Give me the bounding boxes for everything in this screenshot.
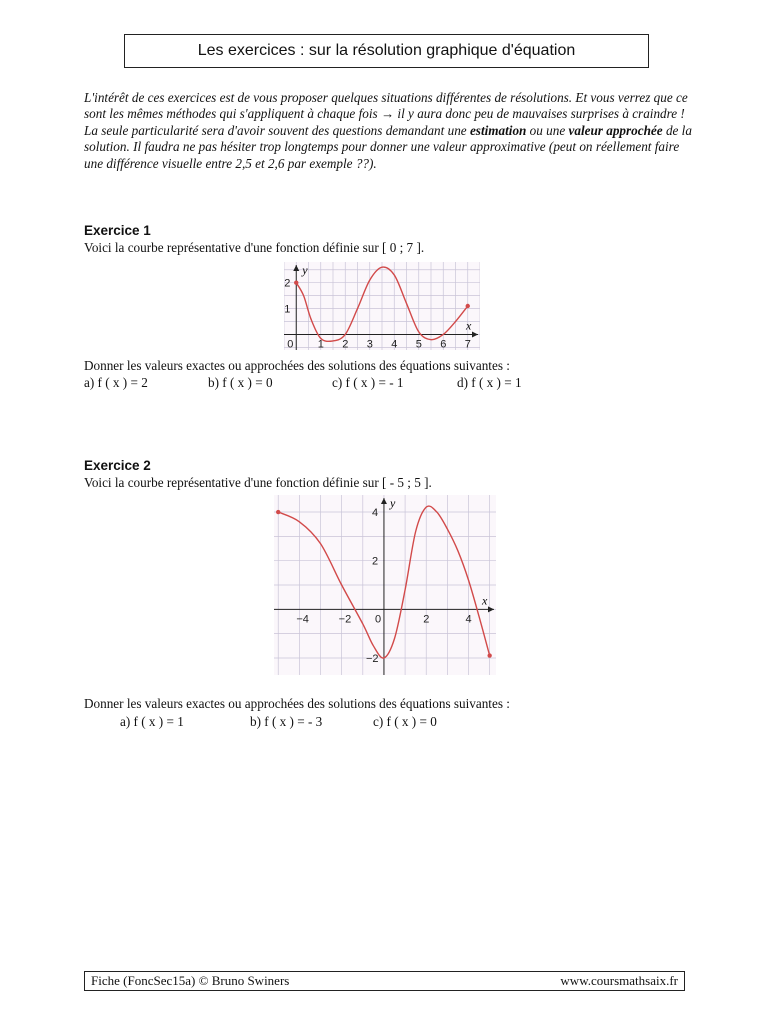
exercise-2-graph <box>274 495 496 675</box>
exercise-1-eq-a: a) f ( x ) = 2 <box>84 375 148 390</box>
exercise-1-eq-c: c) f ( x ) = - 1 <box>332 375 404 390</box>
intro-p2-e: de la solution. Il faudra ne pas hésiter trop longtemps pour donner une valeur approximative (peut on réellement faire une différence visuelle entre 2,5 et 2,6 par exemple ??). <box>84 122 692 171</box>
intro-p2-a: La seule particularité sera d'avoir souvent des questions demandant une <box>84 122 470 138</box>
exercise-1-graph <box>284 262 480 350</box>
x-tick-label: 0 <box>287 338 294 350</box>
exercise-1-eq-d: d) f ( x ) = 1 <box>457 375 522 390</box>
exercise-1-heading: Exercice 1 <box>84 223 151 238</box>
exercise-2-heading: Exercice 2 <box>84 458 151 473</box>
y-tick-label: 1 <box>284 303 291 316</box>
x-tick-label: 2 <box>342 338 349 350</box>
y-axis-label: y <box>302 263 308 277</box>
x-tick-label: −4 <box>296 613 309 626</box>
intro-p2-c: ou une <box>526 122 569 138</box>
x-axis-label: x <box>482 593 488 608</box>
exercise-1-question: Donner les valeurs exactes ou approchées des solutions des équations suivantes : <box>84 358 510 373</box>
exercise-1-statement: Voici la courbe représentative d'une fonction définie sur [ 0 ; 7 ]. <box>84 240 425 255</box>
footer <box>84 971 685 991</box>
x-tick-label: 0 <box>374 613 382 626</box>
y-tick-label: 4 <box>371 507 379 520</box>
page-title: Les exercices : sur la résolution graphique d'équation <box>124 34 649 68</box>
x-tick-label: 5 <box>415 338 422 350</box>
exercise-1-eq-b: b) f ( x ) = 0 <box>208 375 273 390</box>
x-tick-label: 1 <box>317 338 324 350</box>
curve-end-point <box>487 653 491 657</box>
x-axis-label: x <box>466 318 472 333</box>
curve-start-point <box>294 281 298 285</box>
y-tick-label: 2 <box>284 277 291 290</box>
curve-end-point <box>466 304 470 308</box>
x-tick-label: 4 <box>391 338 398 350</box>
x-tick-label: −2 <box>338 613 352 626</box>
footer-left: Fiche (FoncSec15a) © Bruno Swiners <box>91 973 290 988</box>
exercise-2-eq-c: c) f ( x ) = 0 <box>373 714 437 729</box>
intro-p2-estimation: estimation <box>469 122 527 138</box>
y-tick-label: 2 <box>371 555 379 568</box>
x-tick-label: 4 <box>465 613 472 626</box>
x-tick-label: 6 <box>440 338 447 350</box>
footer-right: www.coursmathsaix.fr <box>560 973 678 988</box>
x-tick-label: 7 <box>464 338 471 350</box>
x-tick-label: 3 <box>366 338 373 350</box>
intro-p2-valeur-approchee: valeur approchée <box>568 122 663 138</box>
y-tick-label: −2 <box>365 652 379 665</box>
y-axis-label: y <box>389 496 396 510</box>
exercise-2-eq-b: b) f ( x ) = - 3 <box>250 714 323 729</box>
x-tick-label: 2 <box>423 613 430 626</box>
intro-paragraph-1: L'intérêt de ces exercices est de vous proposer quelques situations différentes de résolutions. Et vous verrez que ce sont les mêmes méthodes qui s'appliquent à chaque fois → il y aura donc peu de mauvaises surprises à craindre ! <box>84 90 688 122</box>
intro-paragraph-2 <box>84 123 694 172</box>
intro-text <box>84 90 694 172</box>
exercise-2-question: Donner les valeurs exactes ou approchées des solutions des équations suivantes : <box>84 696 510 711</box>
exercise-2-statement: Voici la courbe représentative d'une fonction définie sur [ - 5 ; 5 ]. <box>84 475 432 490</box>
curve-start-point <box>276 510 280 514</box>
exercise-2-eq-a: a) f ( x ) = 1 <box>120 714 184 729</box>
